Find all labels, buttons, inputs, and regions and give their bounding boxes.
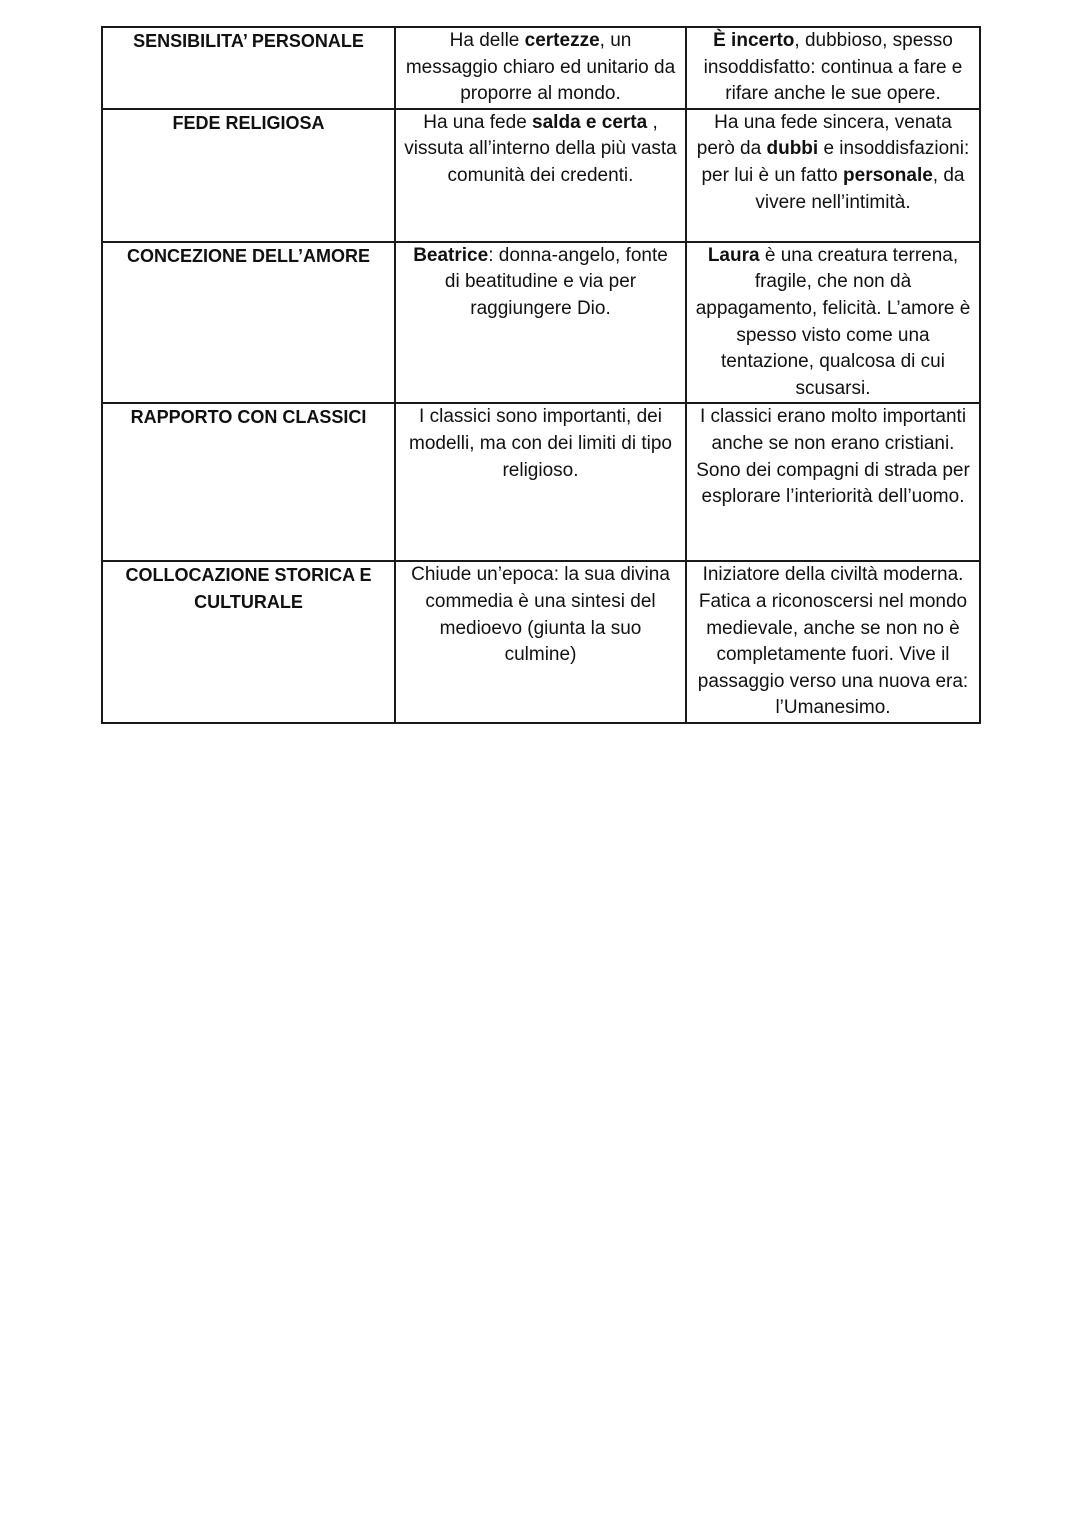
petrarca-cell: I classici erano molto importanti anche se non erano cristiani. Sono dei compagni di strada per esplorare l’interiorità dell’uomo. xyxy=(686,403,980,561)
petrarca-cell: Ha una fede sincera, venata però da dubbi e insoddisfazioni: per lui è un fatto personale, da vivere nell’intimità. xyxy=(686,109,980,242)
row-category: FEDE RELIGIOSA xyxy=(102,109,395,242)
table-row xyxy=(102,109,980,242)
bold-text: È incerto xyxy=(713,30,795,51)
comparison-table xyxy=(101,26,981,724)
bold-text: Beatrice xyxy=(413,244,489,266)
bold-text: Laura xyxy=(707,244,760,266)
petrarca-cell: È incerto, dubbioso, spesso insoddisfatto: continua a fare e rifare anche le sue opere. xyxy=(686,27,980,109)
row-category: SENSIBILITA’ PERSONALE xyxy=(102,27,395,109)
bold-text: salda e certa xyxy=(532,111,648,133)
table-row xyxy=(102,27,980,109)
dante-cell: Ha una fede salda e certa , vissuta all’interno della più vasta comunità dei credenti. xyxy=(395,109,686,242)
row-category: COLLOCAZIONE STORICA E CULTURALE xyxy=(102,561,395,723)
table-row xyxy=(102,403,980,561)
dante-cell: Ha delle certezze, un messaggio chiaro ed unitario da proporre al mondo. xyxy=(395,27,686,109)
bold-text: dubbi xyxy=(766,138,819,160)
table-row xyxy=(102,242,980,404)
petrarca-cell: Laura è una creatura terrena, fragile, che non dà appagamento, felicità. L’amore è spesso visto come una tentazione, qualcosa di cui scusarsi. xyxy=(686,242,980,404)
petrarca-cell: Iniziatore della civiltà moderna. Fatica a riconoscersi nel mondo medievale, anche se non no è completamente fuori. Vive il passaggio verso una nuova era: l’Umanesimo. xyxy=(686,561,980,723)
row-category: CONCEZIONE DELL’AMORE xyxy=(102,242,395,404)
bold-text: personale xyxy=(843,164,933,186)
row-category: RAPPORTO CON CLASSICI xyxy=(102,403,395,561)
dante-cell: Beatrice: donna-angelo, fonte di beatitudine e via per raggiungere Dio. xyxy=(395,242,686,404)
dante-cell: Chiude un’epoca: la sua divina commedia è una sintesi del medioevo (giunta la suo culmine) xyxy=(395,561,686,723)
table-row xyxy=(102,561,980,723)
bold-text: certezze xyxy=(524,30,600,51)
dante-cell: I classici sono importanti, dei modelli, ma con dei limiti di tipo religioso. xyxy=(395,403,686,561)
